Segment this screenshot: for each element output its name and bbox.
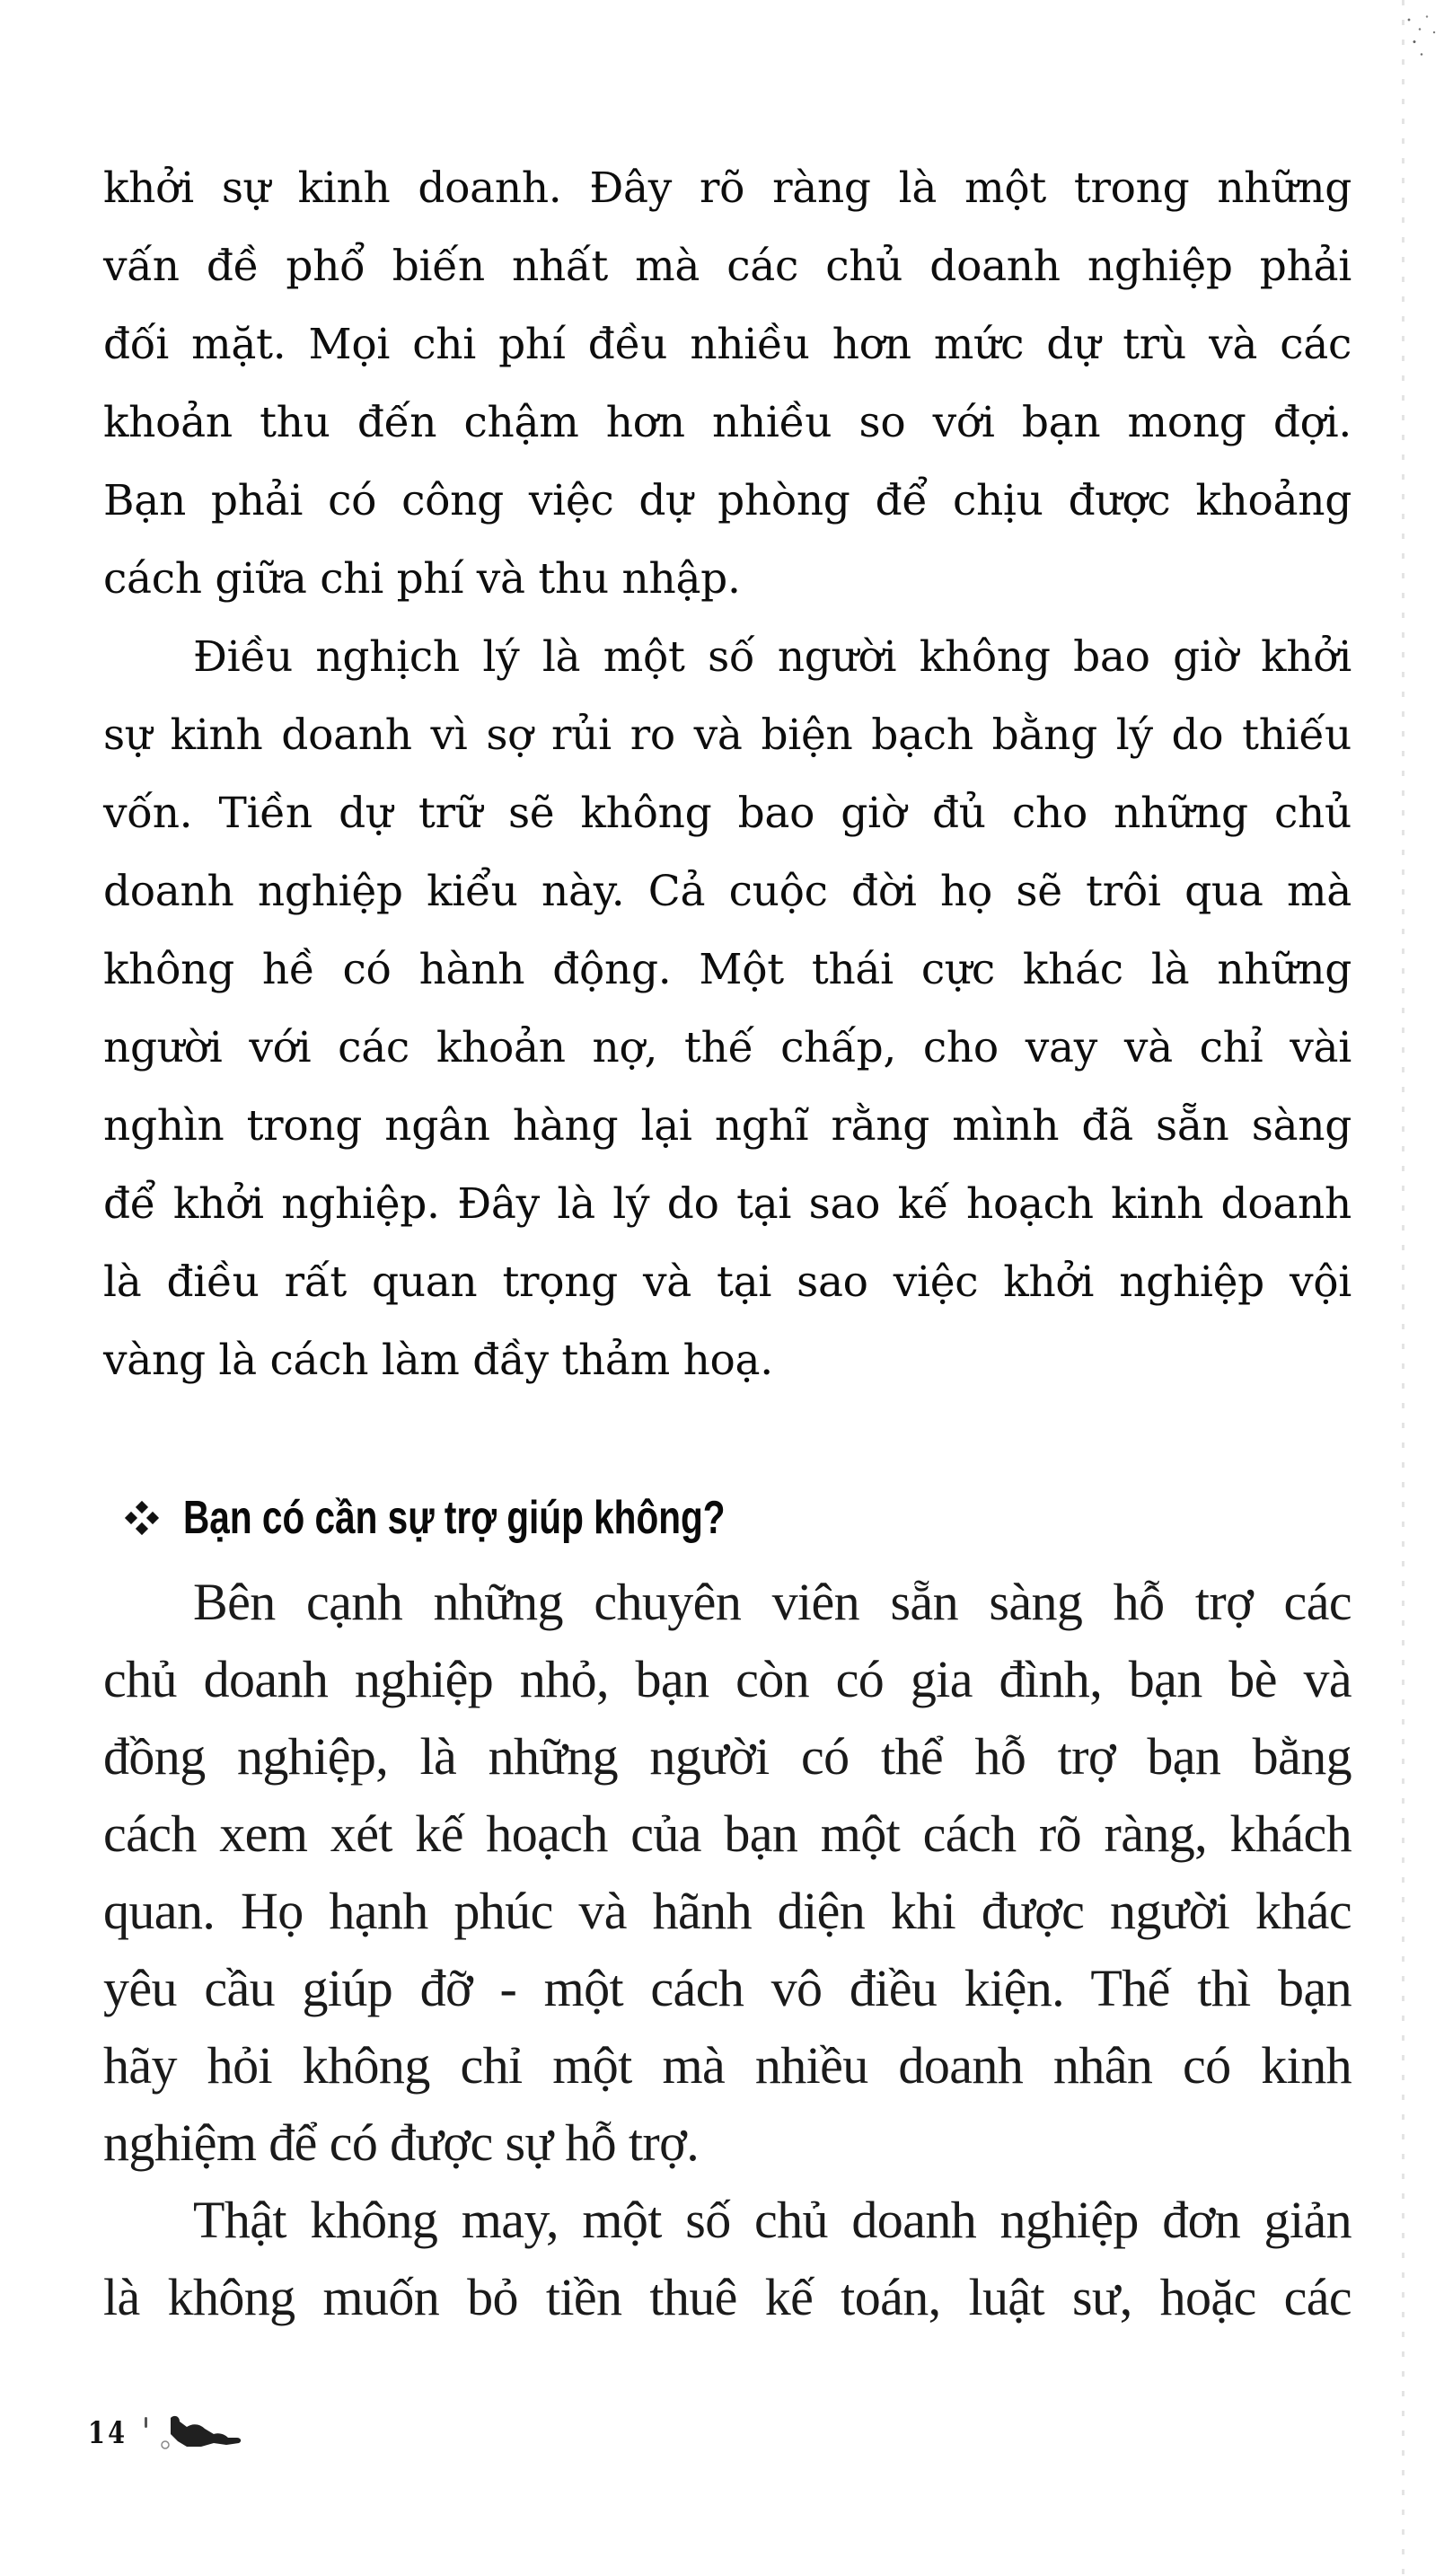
- text-line: là không muốn bỏ tiền thuê kế toán, luật sư, hoặc các: [103, 2268, 1352, 2326]
- text-line: Bên cạnh những chuyên viên sẵn sàng hỗ trợ các: [193, 1573, 1352, 1631]
- text-line: cách xem xét kế hoạch của bạn một cách rõ ràng, khách: [103, 1804, 1352, 1863]
- text-line: sự kinh doanh vì sợ rủi ro và biện bạch bằng lý do thiếu: [103, 710, 1352, 760]
- text-line: là điều rất quan trọng và tại sao việc khởi nghiệp vội: [103, 1257, 1352, 1307]
- section-heading: [126, 1491, 878, 1545]
- text-line: nghìn trong ngân hàng lại nghĩ rằng mình đã sẵn sàng: [103, 1101, 1352, 1151]
- text-line: chủ doanh nghiệp nhỏ, bạn còn có gia đình, bạn bè và: [103, 1650, 1352, 1708]
- text-line: đối mặt. Mọi chi phí đều nhiều hơn mức dự trù và các: [103, 320, 1352, 369]
- text-line: yêu cầu giúp đỡ - một cách vô điều kiện. Thế thì bạn: [103, 1959, 1352, 2017]
- text-line: hãy hỏi không chỉ một mà nhiều doanh nhân có kinh: [103, 2036, 1352, 2095]
- text-line: nghiệm để có được sự hỗ trợ.: [103, 2113, 700, 2172]
- text-line: người với các khoản nợ, thế chấp, cho vay và chỉ vài: [103, 1023, 1352, 1072]
- page-edge-shadow: [1402, 0, 1404, 2576]
- text-line: vấn đề phổ biến nhất mà các chủ doanh nghiệp phải: [103, 242, 1352, 291]
- text-line: quan. Họ hạnh phúc và hãnh diện khi được người khác: [103, 1882, 1352, 1940]
- text-line: doanh nghiệp kiểu này. Cả cuộc đời họ sẽ trôi qua mà: [103, 867, 1352, 916]
- text-line: cách giữa chi phí và thu nhập.: [103, 554, 741, 604]
- text-line: Điều nghịch lý là một số người không bao giờ khởi: [193, 632, 1352, 682]
- ink-mark: [145, 2417, 147, 2428]
- page-footer: [88, 2411, 245, 2451]
- text-line: Bạn phải có công việc dự phòng để chịu được khoảng: [103, 476, 1352, 525]
- text-line: vàng là cách làm đầy thảm hoạ.: [103, 1336, 773, 1385]
- text-line: khoản thu đến chậm hơn nhiều so với bạn mong đợi.: [103, 398, 1352, 447]
- heading-text: Bạn có cần sự trợ giúp không?: [183, 1492, 726, 1544]
- text-line: không hề có hành động. Một thái cực khác là những: [103, 945, 1352, 994]
- ornament-icon: [160, 2411, 245, 2451]
- page-number: 14: [88, 2415, 128, 2451]
- four-diamond-bullet-icon: [126, 1502, 158, 1534]
- text-line: để khởi nghiệp. Đây là lý do tại sao kế hoạch kinh doanh: [103, 1179, 1352, 1229]
- text-line: khởi sự kinh doanh. Đây rõ ràng là một trong những: [103, 163, 1352, 213]
- text-line: đồng nghiệp, là những người có thể hỗ trợ bạn bằng: [103, 1727, 1352, 1786]
- scan-specks: [1405, 7, 1441, 70]
- text-line: Thật không may, một số chủ doanh nghiệp đơn giản: [193, 2191, 1352, 2249]
- text-line: vốn. Tiền dự trữ sẽ không bao giờ đủ cho những chủ: [103, 789, 1352, 838]
